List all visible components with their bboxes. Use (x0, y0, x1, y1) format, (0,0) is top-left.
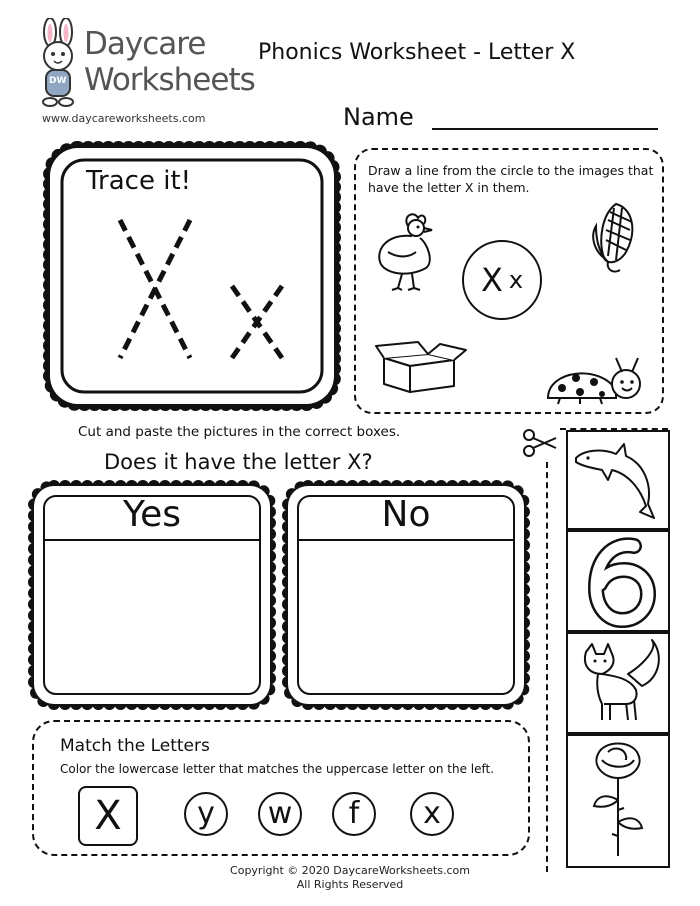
box-icon[interactable] (374, 336, 470, 396)
option-letter-f[interactable]: f (332, 792, 376, 836)
bunny-mascot-icon (28, 18, 88, 110)
option-letter-y[interactable]: y (184, 792, 228, 836)
no-box[interactable] (282, 480, 530, 710)
trace-panel (42, 140, 342, 412)
match-title: Match the Letters (60, 736, 210, 756)
trace-title: Trace it! (86, 166, 192, 196)
copyright-line: Copyright © 2020 DaycareWorksheets.com (230, 864, 470, 877)
cutout-rose[interactable] (566, 734, 670, 868)
rights-line: All Rights Reserved (296, 878, 404, 891)
draw-line-panel (354, 148, 664, 414)
target-letter: X (78, 786, 138, 846)
ladybug-icon[interactable] (540, 350, 650, 406)
draw-line-instruction: Draw a line from the circle to the images that have the letter X in them. (368, 163, 654, 195)
logo (28, 18, 88, 110)
option-letter-w[interactable]: w (258, 792, 302, 836)
cutout-dolphin[interactable] (566, 430, 670, 530)
cut-paste-instruction: Cut and paste the pictures in the correct boxes. (78, 424, 401, 440)
no-label: No (381, 494, 431, 535)
cutout-six[interactable] (566, 530, 670, 632)
cutout-fox[interactable] (566, 632, 670, 734)
corn-icon[interactable] (586, 200, 644, 276)
site-url: www.daycareworksheets.com (42, 112, 206, 125)
name-field[interactable] (432, 100, 658, 130)
match-panel (32, 720, 530, 856)
scissors-icon (522, 428, 558, 458)
yes-label: Yes (122, 494, 182, 535)
rose-icon (568, 736, 668, 866)
yes-box[interactable] (28, 480, 276, 710)
match-instruction: Color the lowercase letter that matches the uppercase letter on the left. (60, 762, 495, 776)
fox-icon (568, 634, 668, 732)
hen-icon[interactable] (368, 208, 448, 292)
letter-circle[interactable] (462, 240, 542, 320)
page-title: Phonics Worksheet - Letter X (258, 40, 576, 65)
trace-letters-icon (42, 140, 342, 412)
six-icon (568, 532, 668, 630)
dolphin-icon (568, 432, 668, 528)
circle-upper-letter: X (480, 261, 503, 299)
cut-line-left (546, 462, 548, 872)
brand-name-line2: Worksheets (84, 62, 255, 98)
brand-name-line1: Daycare (84, 26, 206, 62)
option-letter-x[interactable]: x (410, 792, 454, 836)
copyright-text (200, 864, 500, 892)
circle-lower-letter: x (508, 266, 524, 294)
logo-badge: DW (49, 76, 67, 86)
sort-question: Does it have the letter X? (104, 450, 373, 474)
name-label: Name (343, 103, 414, 131)
